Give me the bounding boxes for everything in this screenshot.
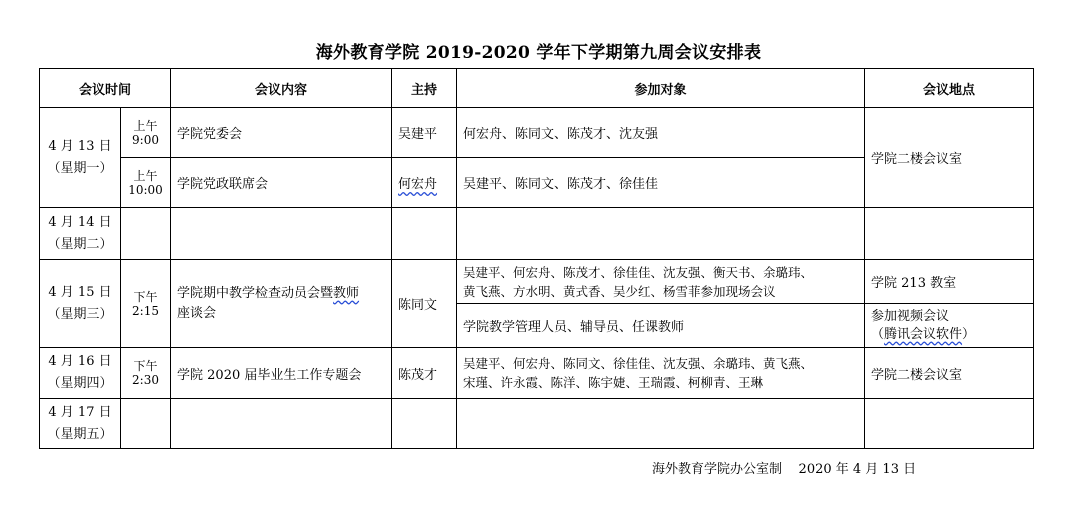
content-cell: 学院 2020 届毕业生工作专题会: [171, 348, 392, 399]
location-text-marked: 腾讯会议软件: [884, 326, 963, 342]
content-cell: [171, 399, 392, 449]
footer-date: 2020 年 4 月 13 日: [798, 462, 917, 477]
date-text: 4 月 16 日: [48, 354, 112, 369]
host-cell: [392, 158, 457, 208]
header-host: 主持: [392, 69, 457, 108]
participants-line: 吴建平、何宏舟、陈同文、徐佳佳、沈友强、余璐玮、黄飞燕、: [463, 356, 814, 371]
weekday-text: （星期一）: [47, 160, 113, 176]
time-cell: [121, 348, 171, 399]
location-line: [871, 326, 1027, 344]
footer-signature: [652, 458, 916, 477]
time-clock: 2:30: [132, 373, 159, 387]
participants-cell: [457, 348, 865, 399]
host-cell: [392, 399, 457, 449]
header-content: 会议内容: [171, 69, 392, 108]
host-cell: 吴建平: [392, 108, 457, 158]
participants-line: 黄飞燕、方水明、黄式香、吴少红、杨雪菲参加现场会议: [463, 283, 776, 299]
weekday-text: （星期四）: [47, 376, 113, 391]
content-cell: 学院党政联席会: [171, 158, 392, 208]
date-cell: [40, 260, 121, 348]
content-cell: [171, 208, 392, 260]
header-participants: 参加对象: [457, 69, 865, 108]
participants-cell: 何宏舟、陈同文、陈茂才、沈友强: [457, 108, 865, 158]
footer-office: 海外教育学院办公室制: [652, 462, 783, 477]
document-title: 海外教育学院 2019-2020 学年下学期第九周会议安排表: [315, 43, 762, 63]
host-cell: 陈同文: [392, 260, 457, 348]
date-text: 4 月 17 日: [48, 404, 112, 420]
date-text: 4 月 14 日: [48, 214, 112, 230]
weekday-text: （星期二）: [47, 236, 113, 252]
participants-cell: [457, 208, 865, 260]
date-text: 4 月 15 日: [48, 284, 112, 300]
host-cell: 陈茂才: [392, 348, 457, 399]
date-cell: [40, 208, 121, 260]
time-clock: 10:00: [128, 182, 163, 197]
table-row: [40, 399, 1034, 449]
table-row: [40, 108, 1034, 158]
date-cell: [40, 399, 121, 449]
content-text-marked: 教师: [333, 285, 360, 301]
time-period: 上午: [133, 118, 158, 133]
participants-line: 宋瑾、许永霞、陈洋、陈宇婕、王瑞霞、柯柳青、王琳: [463, 375, 764, 390]
time-clock: 2:15: [132, 303, 159, 318]
host-cell: [392, 208, 457, 260]
table-row: [40, 348, 1034, 399]
content-cell: [171, 260, 392, 348]
weekday-text: （星期三）: [47, 306, 113, 322]
location-cell: 学院二楼会议室: [865, 108, 1034, 208]
date-text: 4 月 13 日: [48, 138, 112, 154]
location-cell: 学院 213 教室: [865, 260, 1034, 304]
participants-cell: 吴建平、陈同文、陈茂才、徐佳佳: [457, 158, 865, 208]
table-row: [40, 208, 1034, 260]
content-text: 座谈会: [177, 305, 217, 321]
time-cell: [121, 260, 171, 348]
paren-close: ）: [962, 326, 976, 342]
participants-cell: [457, 399, 865, 449]
location-cell: [865, 304, 1034, 348]
header-location: 会议地点: [865, 69, 1034, 108]
location-cell: 学院二楼会议室: [865, 348, 1034, 399]
host-name-marked: 何宏舟: [398, 177, 438, 192]
time-period: 上午: [133, 168, 158, 183]
participants-line: 吴建平、何宏舟、陈茂才、徐佳佳、沈友强、衡天书、余璐玮、: [463, 264, 814, 280]
header-row: [40, 69, 1034, 108]
time-clock: 9:00: [132, 132, 159, 147]
time-cell: [121, 208, 171, 260]
table-row: [40, 260, 1034, 304]
paren-open: （: [871, 326, 885, 342]
time-cell: [121, 108, 171, 158]
participants-cell: [457, 260, 865, 304]
meeting-schedule-table: [39, 68, 1034, 449]
content-text: 学院期中教学检查动员会暨: [177, 285, 334, 301]
date-cell: [40, 108, 121, 208]
location-line: 参加视频会议: [871, 308, 950, 324]
time-period: 下午: [133, 289, 158, 304]
time-cell: [121, 158, 171, 208]
location-cell: [865, 399, 1034, 449]
time-cell: [121, 399, 171, 449]
location-cell: [865, 208, 1034, 260]
header-time: 会议时间: [40, 69, 171, 108]
date-cell: [40, 348, 121, 399]
participants-cell: 学院教学管理人员、辅导员、任课教师: [457, 304, 865, 348]
weekday-text: （星期五）: [47, 426, 113, 442]
content-cell: 学院党委会: [171, 108, 392, 158]
time-period: 下午: [133, 359, 158, 373]
